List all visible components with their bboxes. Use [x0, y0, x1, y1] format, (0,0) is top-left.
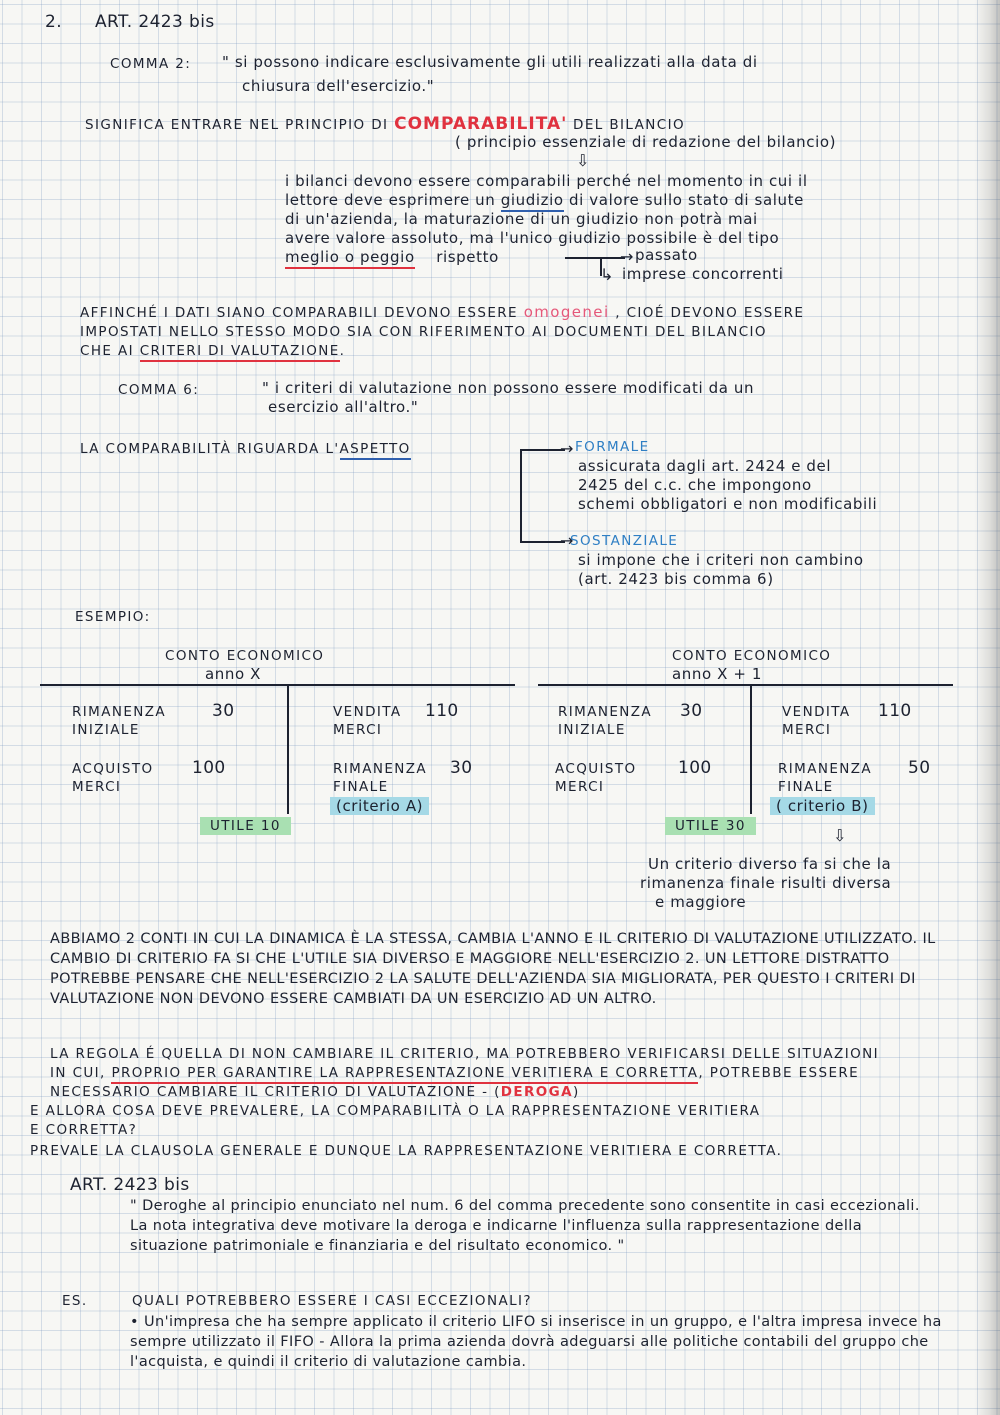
- right-criterio: [770, 797, 875, 816]
- criterio-a-highlight: (criterio A): [330, 797, 429, 815]
- abbiamo-paragraph: ABBIAMO 2 CONTI IN CUI LA DINAMICA È LA STESSA, CAMBIA L'ANNO E IL CRITERIO DI VALUTAZIONE UTILIZZATO. IL CAMBIO DI CRITERIO FA SI CHE L'UTILE SIA DIVERSO E MAGGIORE NELL'ESERCIZIO 2. UN LETTORE DISTRATTO POTREBBE PENSARE CHE NELL'ESERCIZIO 2 LA SALUTE DELL'AZIENDA SIA MIGLIORATA, PER QUESTO I CRITERI DI VALUTAZIONE NON DEVONO ESSERE CAMBIATI DA UN ESERCIZIO AD UN ALTRO.: [50, 931, 936, 1007]
- left-c1-label: VENDITA MERCI: [333, 704, 402, 738]
- sostanziale-desc-1: si impone che i criteri non cambino: [578, 551, 864, 569]
- affinche-1a: AFFINCHÉ I DATI SIANO COMPARABILI DEVONO ESSERE: [80, 305, 518, 321]
- right-r1-value: 30: [680, 701, 703, 721]
- left-c2-value: 30: [450, 758, 473, 778]
- es-label: ES.: [62, 1293, 88, 1309]
- regola-line-1: LA REGOLA É QUELLA DI NON CAMBIARE IL CRITERIO, MA POTREBBERO VERIFICARSI DELLE SITUAZIONI: [50, 1046, 879, 1062]
- affinche-1c: , CIOÉ DEVONO ESSERE: [615, 305, 805, 321]
- giudizio-underlined: giudizio: [501, 191, 564, 212]
- es-answer: • Un'impresa che ha sempre applicato il criterio LIFO si inserisce in un gruppo, e l'altra impresa invece ha sempre utilizzato il FIFO - Allora la prima azienda dovrà adeguarsi alle politiche contabili del gruppo che l'acquista, e quindi il criterio di valutazione cambia.: [130, 1314, 942, 1370]
- aspetto-vertical-line: [520, 449, 522, 541]
- formale-keyword: FORMALE: [575, 439, 650, 455]
- bilanci-line-2a: lettore deve esprimere un: [285, 191, 496, 209]
- criterio-note-1: Un criterio diverso fa si che la: [648, 855, 892, 873]
- right-arrow-icon: →: [560, 531, 574, 550]
- right-utile: [665, 817, 756, 836]
- right-account-title: CONTO ECONOMICO: [672, 648, 832, 664]
- comma6-label: COMMA 6:: [118, 382, 200, 398]
- bilanci-line-1: i bilanci devono essere comparabili perché nel momento in cui il: [285, 172, 808, 190]
- right-r1-label: RIMANENZA INIZIALE: [558, 704, 653, 738]
- regola-line-3: [50, 1083, 580, 1102]
- down-arrow-icon: ⇩: [833, 826, 847, 845]
- aspetto-arrow-line: [520, 449, 565, 451]
- affinche-3a: CHE AI: [80, 343, 135, 359]
- comma2-text: " si possono indicare esclusivamente gli utili realizzati alla data di: [222, 53, 758, 71]
- significa-suffix: DEL BILANCIO: [573, 117, 686, 133]
- aspetto-arrow-line-2: [520, 541, 565, 543]
- criterio-note-2: rimanenza finale risulti diversa: [640, 874, 892, 892]
- rispetto-arrow-line: [565, 257, 625, 259]
- omogenei-keyword: omogenei: [523, 303, 610, 321]
- bilanci-line-5: [285, 248, 499, 267]
- meglio-o-peggio: meglio o peggio: [285, 248, 415, 269]
- utile-10-highlight: UTILE 10: [200, 817, 291, 835]
- comma6-text-continued: esercizio all'altro.": [268, 398, 419, 416]
- right-c1-label: VENDITA MERCI: [782, 704, 851, 738]
- left-r1-label: RIMANENZA INIZIALE: [72, 704, 167, 738]
- aspetto-prefix: LA COMPARABILITÀ RIGUARDA L': [80, 441, 340, 457]
- right-c2-label: RIMANENZA FINALE: [778, 761, 873, 795]
- left-c2-label: RIMANENZA FINALE: [333, 761, 428, 795]
- criterio-b-highlight: ( criterio B): [770, 797, 875, 815]
- right-account-top-rule: [538, 684, 953, 686]
- sostanziale-keyword: SOSTANZIALE: [570, 533, 679, 549]
- esempio-label: ESEMPIO:: [75, 609, 151, 625]
- right-arrow-icon: →: [620, 247, 634, 266]
- regola-line-2: [50, 1064, 859, 1083]
- bilanci-line-2: [285, 191, 804, 210]
- left-r1-value: 30: [212, 701, 235, 721]
- comparabilita-keyword: COMPARABILITA': [394, 114, 568, 134]
- art-title: ART. 2423 bis: [70, 1175, 190, 1195]
- affinche-3c: .: [339, 343, 346, 359]
- right-c2-value: 50: [908, 758, 931, 778]
- formale-desc-1: assicurata dagli art. 2424 e del: [578, 457, 832, 475]
- left-r2-value: 100: [192, 758, 226, 778]
- significa-prefix: SIGNIFICA ENTRARE NEL PRINCIPIO DI: [85, 117, 389, 133]
- branch-passato: passato: [635, 246, 698, 264]
- formale-desc-3: schemi obbligatori e non modificabili: [578, 495, 878, 513]
- section-title: ART. 2423 bis: [95, 12, 215, 32]
- deroga-keyword: DEROGA: [500, 1084, 573, 1100]
- right-account-year: anno X + 1: [672, 665, 763, 683]
- rispetto-word: rispetto: [436, 248, 499, 266]
- left-account-title: CONTO ECONOMICO: [165, 648, 325, 664]
- branch-imprese: imprese concorrenti: [622, 265, 784, 283]
- right-c1-value: 110: [878, 701, 912, 721]
- utile-30-highlight: UTILE 30: [665, 817, 756, 835]
- regola-line-6: PREVALE LA CLAUSOLA GENERALE E DUNQUE LA RAPPRESENTAZIONE VERITIERA E CORRETTA.: [30, 1143, 783, 1159]
- regola-line-4: E ALLORA COSA DEVE PREVALERE, LA COMPARABILITÀ O LA RAPPRESENTAZIONE VERITIERA: [30, 1103, 761, 1119]
- bilanci-line-2c: di valore sullo stato di salute: [569, 191, 804, 209]
- aspetto-keyword: ASPETTO: [340, 441, 411, 460]
- left-account-top-rule: [40, 684, 515, 686]
- sostanziale-desc-2: (art. 2423 bis comma 6): [578, 570, 774, 588]
- right-r2-value: 100: [678, 758, 712, 778]
- principio-note: ( principio essenziale di redazione del bilancio): [455, 133, 837, 151]
- left-account-divider: [287, 684, 289, 814]
- garantire-underlined: PROPRIO PER GARANTIRE LA RAPPRESENTAZIONE VERITIERA E CORRETTA: [111, 1065, 698, 1084]
- bilanci-line-3: di un'azienda, la maturazione di un giudizio non potrà mai: [285, 210, 758, 228]
- aspetto-line: [80, 440, 411, 459]
- left-criterio: [330, 797, 429, 816]
- regola-3a: NECESSARIO CAMBIARE IL CRITERIO DI VALUTAZIONE - (: [50, 1084, 501, 1100]
- affinche-line-2: IMPOSTATI NELLO STESSO MODO SIA CON RIFERIMENTO AI DOCUMENTI DEL BILANCIO: [80, 324, 767, 340]
- down-arrow-icon: ⇩: [576, 151, 590, 170]
- regola-2a: IN CUI,: [50, 1065, 106, 1081]
- left-utile: [200, 817, 291, 836]
- right-r2-label: ACQUISTO MERCI: [555, 761, 637, 795]
- significa-line: [85, 115, 685, 135]
- regola-2c: , POTREBBE ESSERE: [698, 1065, 860, 1081]
- comma2-label: COMMA 2:: [110, 56, 192, 72]
- right-arrow-icon: →: [560, 439, 574, 458]
- affinche-line-1: [80, 303, 804, 323]
- criterio-note-3: e maggiore: [655, 893, 747, 911]
- regola-3c: ): [573, 1084, 580, 1100]
- comma2-text-continued: chiusura dell'esercizio.": [242, 77, 435, 95]
- notebook-page-edge: [974, 0, 1000, 1415]
- formale-desc-2: 2425 del c.c. che impongono: [578, 476, 812, 494]
- bilanci-line-4: avere valore assoluto, ma l'unico giudizio possibile è del tipo: [285, 229, 780, 247]
- comma6-text: " i criteri di valutazione non possono essere modificati da un: [262, 379, 755, 397]
- art-quote: " Deroghe al principio enunciato nel num. 6 del comma precedente sono consentite in casi eccezionali. La nota integrativa deve motivare la deroga e indicarne l'influenza sulla rappresentazione della situazione patrimoniale e finanziaria e del risultato economico. ": [130, 1198, 920, 1254]
- branch-arrow-icon: ↳: [600, 265, 614, 284]
- affinche-line-3: [80, 342, 345, 361]
- left-c1-value: 110: [425, 701, 459, 721]
- section-number: 2.: [45, 12, 63, 32]
- es-question: QUALI POTREBBERO ESSERE I CASI ECCEZIONALI?: [132, 1293, 532, 1309]
- left-r2-label: ACQUISTO MERCI: [72, 761, 154, 795]
- regola-line-5: E CORRETTA?: [30, 1122, 138, 1138]
- left-account-year: anno X: [205, 665, 262, 683]
- criteri-valutazione-underlined: CRITERI DI VALUTAZIONE: [140, 343, 340, 362]
- right-account-divider: [750, 684, 752, 814]
